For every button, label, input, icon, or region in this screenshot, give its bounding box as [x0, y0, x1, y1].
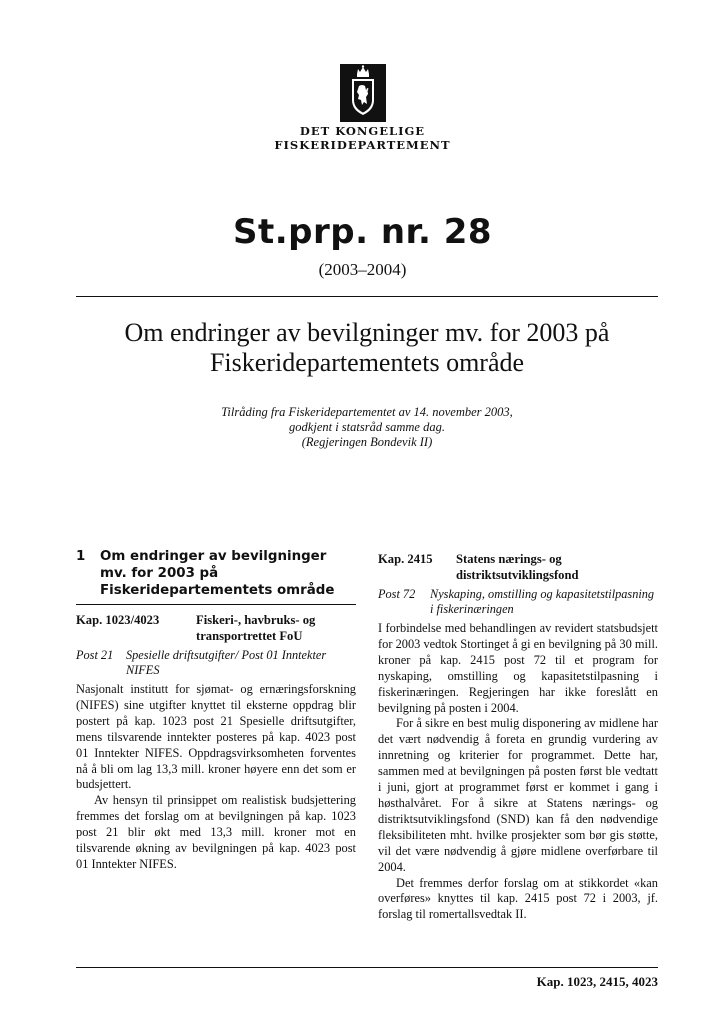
section-number: 1: [76, 549, 86, 564]
kap-heading: [378, 552, 658, 583]
post-label: Post 72: [378, 587, 416, 601]
document-subject: [76, 318, 658, 378]
post-title: Nyskaping, omstilling og kapasitetstilpasning i fiskerinæringen: [430, 587, 655, 616]
section-divider: [76, 604, 356, 605]
subject-line-2: Fiskeridepartementets område: [209, 348, 525, 377]
paragraph: I forbindelse med behandlingen av revidert statsbudsjett for 2003 vedtok Stortinget å gi en bevilgning på 30 mill. kroner på kap. 2415 post 72 til et program for nyskaping, omstilling og kapasitetstilpasning i fiskerinæringen. Regjeringen har ikke foreslått en bevilgning på posten i 2004.: [378, 621, 658, 715]
ministry-name-line1: DET KONGELIGE: [299, 124, 426, 138]
kap-heading: [76, 613, 356, 644]
paragraph: For å sikre en best mulig disponering av midlene har det vært nødvendig å foreta en grundig vurdering av innretning og kriterier for programmet. Dette har, sammen med at bevilgningen på posten først ble vedtatt i juni, gjort at programmet først er kommet i gang i høsthalvåret. For å sikre at Statens nærings- og distriktsutviklingsfond (SND) kan få den nødvendige fleksibiliteten mht. hvilke prosjekter som bør gis støtte, vil det være nødvendig å gjøre midlene overførbare til 2004.: [378, 716, 658, 874]
subject-line-1: Om endringer av bevilgninger mv. for 2003 på: [124, 318, 610, 347]
approval-line-1: Tilråding fra Fiskeridepartementet av 14. november 2003,: [221, 405, 513, 419]
approval-line-3: (Regjeringen Bondevik II): [301, 435, 433, 449]
kap-number: Kap. 2415: [378, 552, 433, 566]
post-heading: [378, 587, 658, 617]
kap-title: Statens nærings- og distriktsutviklingsfond: [456, 552, 579, 582]
post-heading: [76, 648, 356, 678]
crown-shield-icon: [340, 64, 386, 122]
footer-divider: [76, 967, 658, 968]
title-divider: [76, 296, 658, 297]
session-years: (2003–2004): [318, 260, 407, 279]
royal-crest-logo: [340, 64, 386, 122]
ministry-name-line2: FISKERIDEPARTEMENT: [274, 138, 451, 152]
approval-note: [76, 405, 658, 450]
paragraph: Av hensyn til prinsippet om realistisk budsjettering fremmes det forslag om at bevilgningen på kap. 1023 post 21 blir økt med 13,3 mill. kroner mot en tilsvarende økning av bevilgningen på kap. 4023 post 01 Inntekter NIFES.: [76, 793, 356, 871]
right-column: [378, 552, 658, 923]
kap-number: Kap. 1023/4023: [76, 613, 160, 627]
section-title: Om endringer av bevilgninger mv. for 2003 på Fiskeridepartementets område: [100, 549, 335, 598]
left-column: [76, 548, 356, 873]
post-title: Spesielle driftsutgifter/ Post 01 Inntekter NIFES: [126, 648, 327, 677]
paragraph: Nasjonalt institutt for sjømat- og ernæringsforskning (NIFES) sine utgifter knyttet til eksterne oppdrag blir postert på kap. 1023 post 21 Spesielle driftsutgifter, mens tilsvarende inntekter posteres på kap. 4023 post 01 Inntekter NIFES. Oppdragsvirksomheten forventes nå å bli om lag 13,3 mill. kroner høyere enn det som er budsjettert.: [76, 682, 356, 792]
post-label: Post 21: [76, 648, 114, 662]
page-footer: Kap. 1023, 2415, 4023: [536, 974, 658, 989]
section-heading: [76, 548, 356, 599]
approval-line-2: godkjent i statsråd samme dag.: [289, 420, 445, 434]
paragraph: Det fremmes derfor forslag om at stikkordet «kan overføres» knyttes til kap. 2415 post 72 i 2003, jf. forslag til romertallsvedtak II.: [378, 875, 658, 922]
document-title: St.prp. nr. 28: [232, 212, 493, 252]
kap-title: Fiskeri-, havbruks- og transportrettet FoU: [196, 613, 316, 643]
